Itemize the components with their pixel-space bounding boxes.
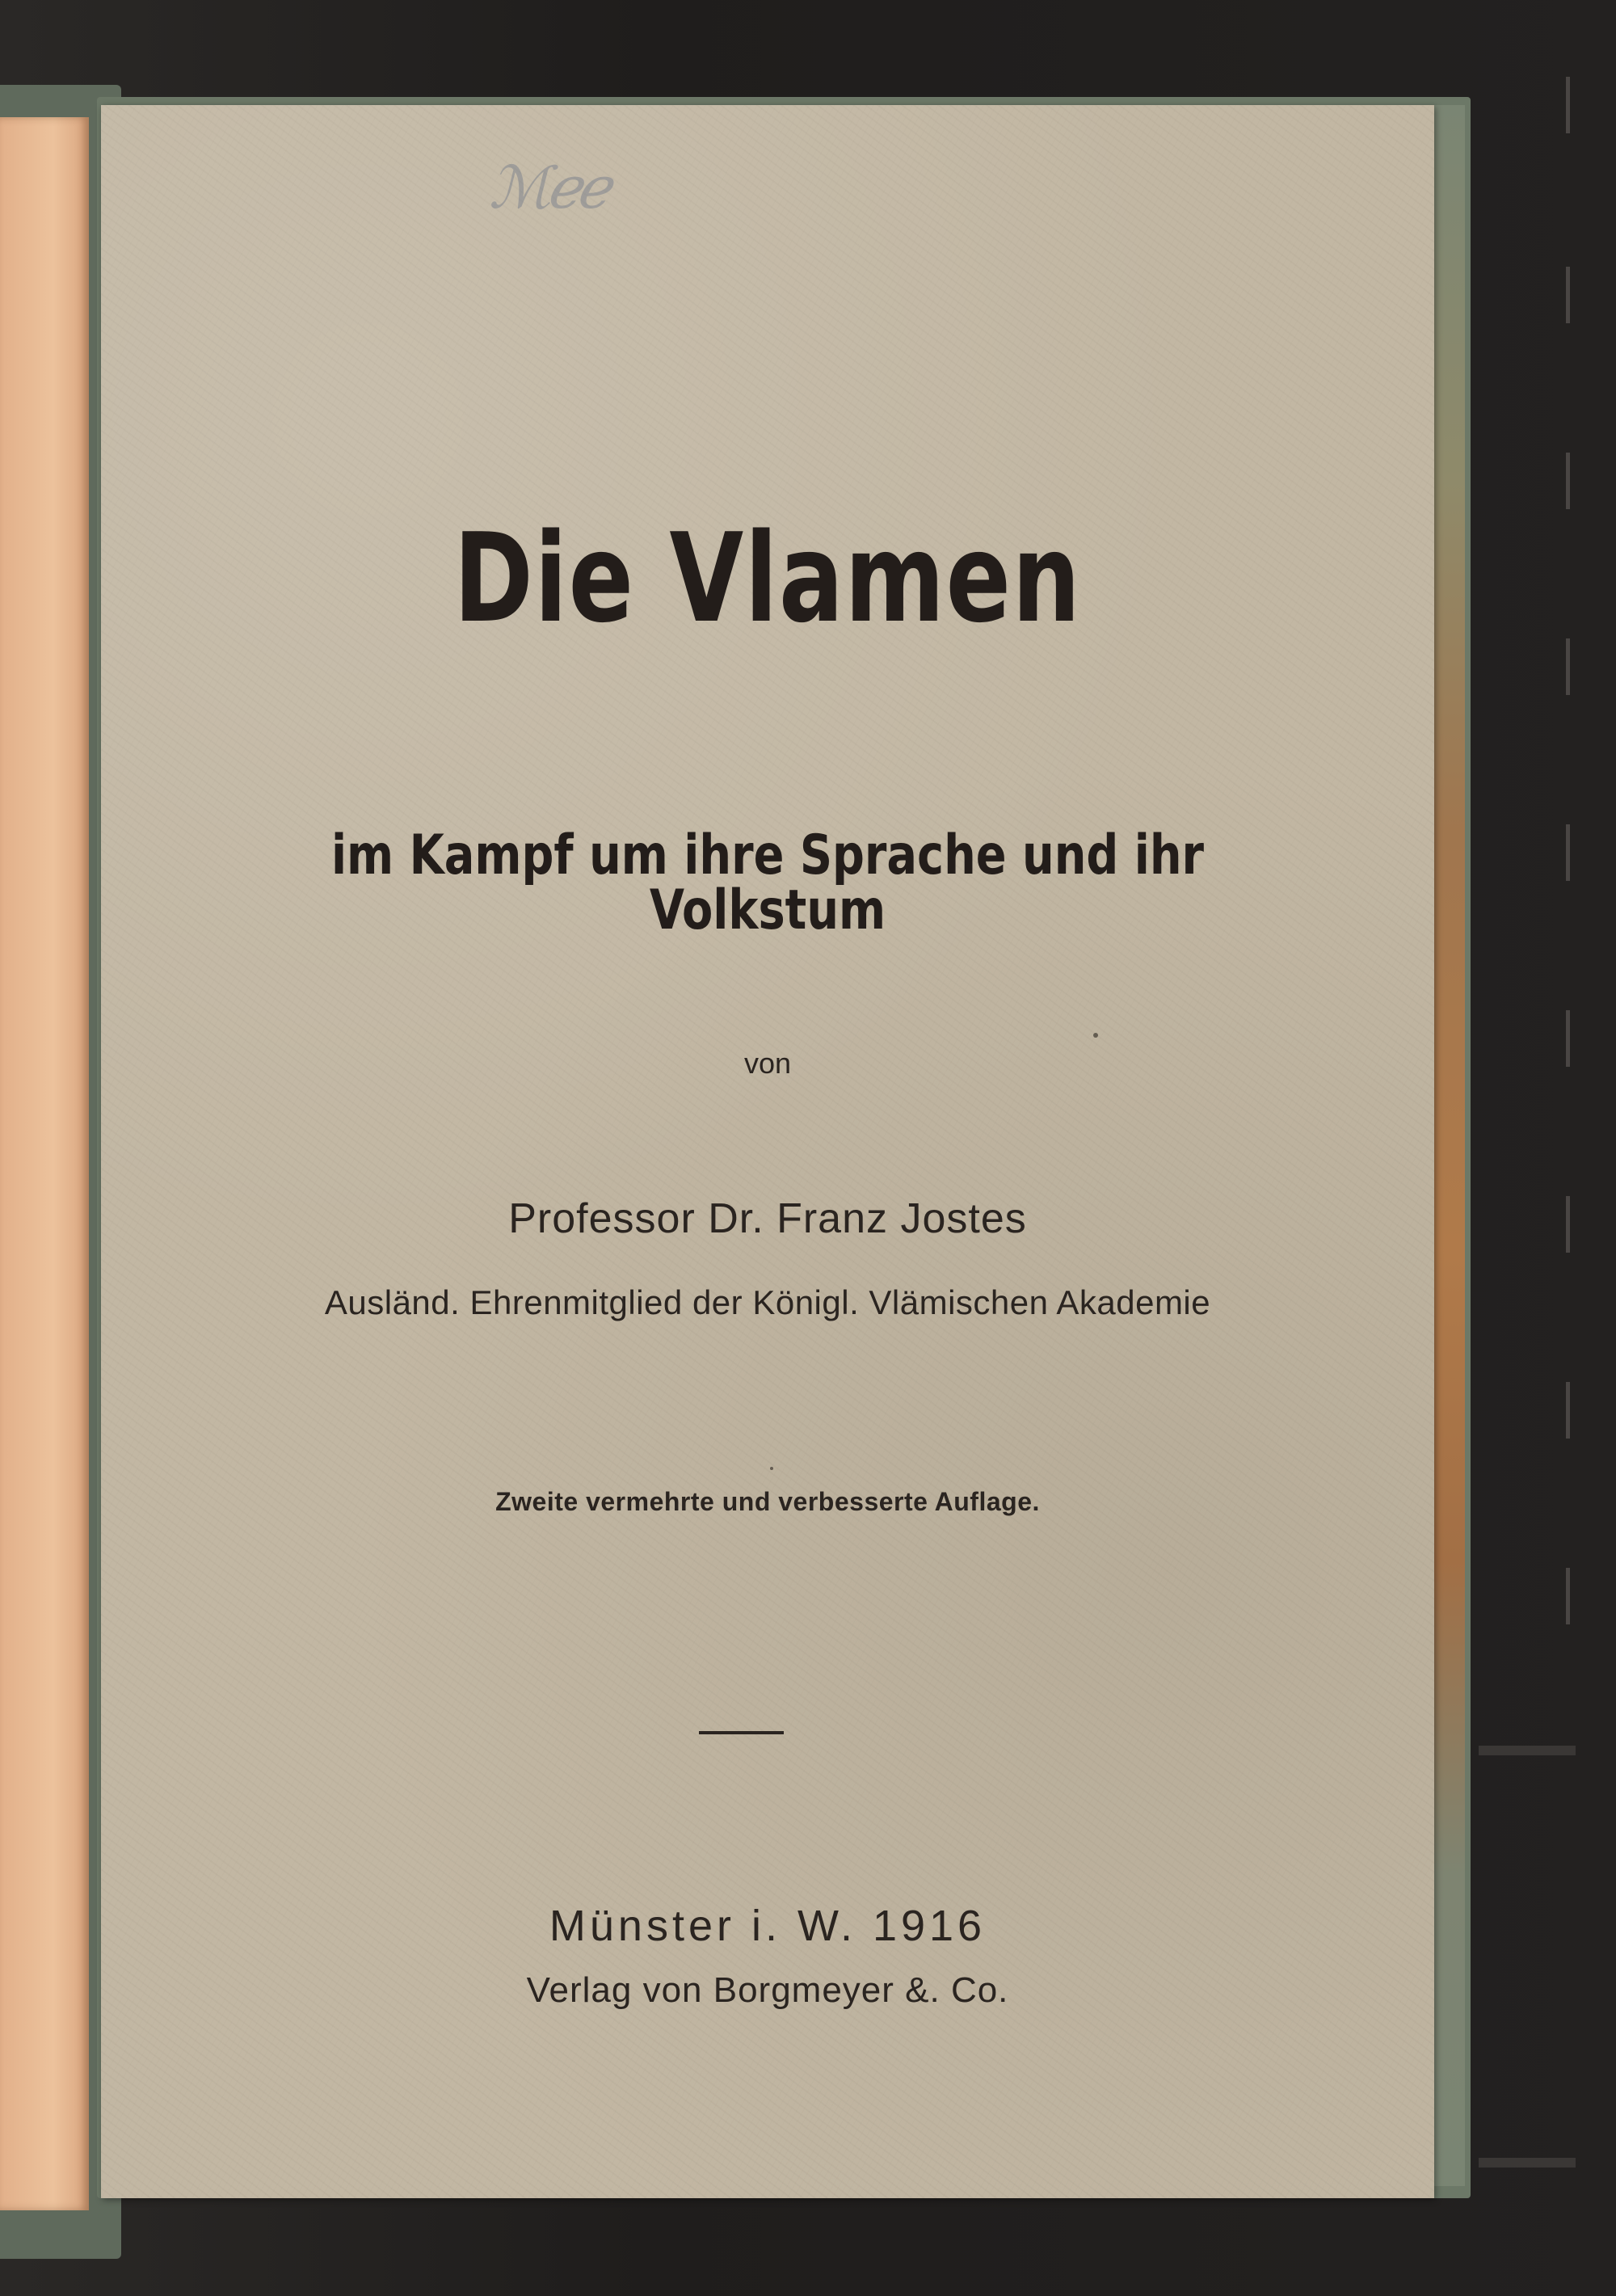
- ink-speck: [770, 1467, 773, 1470]
- book-subtitle: im Kampf um ihre Sprache und ihr Volkstum: [330, 824, 1205, 942]
- left-endpaper: [0, 117, 89, 2210]
- author-name: Professor Dr. Franz Jostes: [508, 1195, 1027, 1242]
- place-and-year: Münster i. W. 1916: [549, 1902, 987, 1950]
- ink-speck: [1093, 1033, 1098, 1038]
- ruler-tick: [1566, 453, 1570, 509]
- ruler-tick: [1566, 1382, 1570, 1439]
- byline-von: von: [743, 1047, 792, 1080]
- edition-note: Zweite vermehrte und verbesserte Auflage.: [495, 1487, 1040, 1516]
- ruler-tick: [1566, 267, 1570, 323]
- publisher: Verlag von Borgmeyer &. Co.: [526, 1970, 1009, 2010]
- ruler-tick: [1566, 1010, 1570, 1067]
- ruler-bar: [1479, 1746, 1576, 1755]
- ruler-bar: [1479, 2158, 1576, 2168]
- author-affiliation: Ausländ. Ehrenmitglied der Königl. Vlämischen Akademie: [324, 1283, 1211, 1321]
- pencil-annotation: ℳℯℯ: [489, 154, 606, 221]
- ruler-tick: [1566, 1196, 1570, 1253]
- ruler-tick: [1566, 77, 1570, 133]
- divider-rule: [699, 1731, 784, 1734]
- ruler-tick: [1566, 638, 1570, 695]
- cover-edge-strip: [1434, 105, 1465, 2186]
- title-page: [101, 105, 1434, 2198]
- book-title: Die Vlamen: [453, 507, 1082, 650]
- ruler-tick: [1566, 1568, 1570, 1624]
- ruler-tick: [1566, 824, 1570, 881]
